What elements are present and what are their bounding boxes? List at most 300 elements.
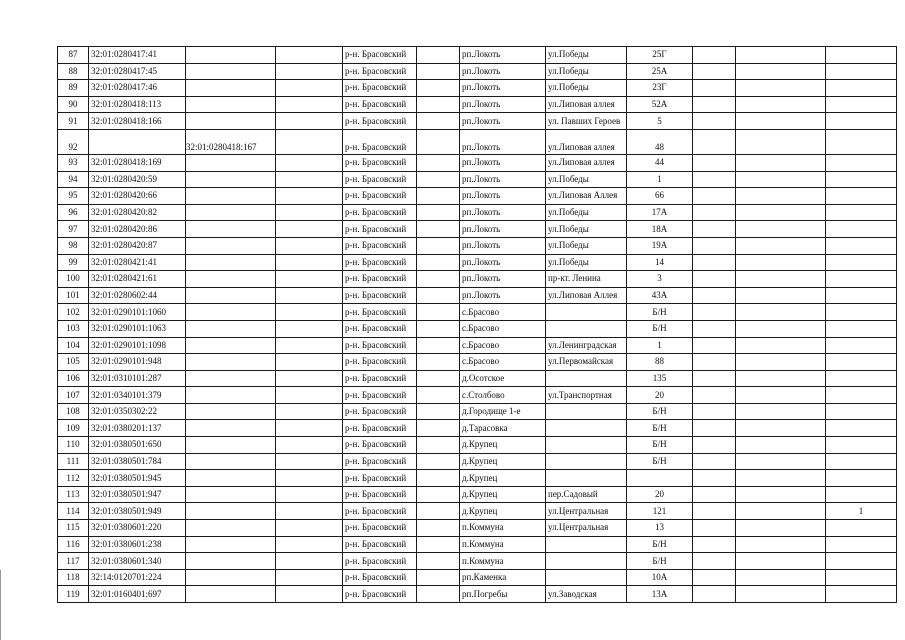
cell-blank-col-b — [417, 387, 460, 404]
cell-settlement: рп.Локоть — [460, 129, 546, 154]
cell-district: р-н. Брасовский — [343, 337, 417, 354]
cell-blank-col-a — [276, 420, 343, 437]
cell-house-number: Б/Н — [627, 304, 693, 321]
cell-blank-col-b — [417, 287, 460, 304]
table-row — [58, 470, 897, 487]
cell-street: ул.Победы — [546, 47, 627, 64]
cell-blank-col-c — [693, 96, 736, 113]
cell-house-number: Б/Н — [627, 320, 693, 337]
cell-blank-col-c — [693, 486, 736, 503]
cell-blank-col-d — [736, 370, 826, 387]
cell-house-number: 17А — [627, 204, 693, 221]
cell-house-number: 88 — [627, 354, 693, 371]
cell-blank-col-a — [276, 154, 343, 171]
cell-cadastral-number: 32:01:0380201:137 — [89, 420, 186, 437]
table-row — [58, 80, 897, 97]
cell-cadastral-number-alt — [186, 320, 276, 337]
cell-count — [826, 437, 897, 454]
cell-blank-col-d — [736, 337, 826, 354]
cell-cadastral-number: 32:01:0280602:44 — [89, 287, 186, 304]
cell-cadastral-number-alt — [186, 304, 276, 321]
cell-street: ул.Липовая аллея — [546, 96, 627, 113]
cell-street: ул.Липовая аллея — [546, 129, 627, 154]
cell-cadastral-number-alt — [186, 586, 276, 603]
cell-house-number: 121 — [627, 503, 693, 520]
cell-house-number: 10А — [627, 569, 693, 586]
cell-blank-col-d — [736, 129, 826, 154]
cell-blank-col-a — [276, 569, 343, 586]
cell-cadastral-number: 32:01:0380501:945 — [89, 470, 186, 487]
cell-settlement: рп.Каменка — [460, 569, 546, 586]
cell-blank-col-d — [736, 113, 826, 130]
table-row — [58, 320, 897, 337]
cell-blank-col-b — [417, 536, 460, 553]
cell-blank-col-a — [276, 553, 343, 570]
cell-row-number: 98 — [58, 237, 89, 254]
cell-count — [826, 204, 897, 221]
cell-house-number: Б/Н — [627, 437, 693, 454]
cell-district: р-н. Брасовский — [343, 271, 417, 288]
cell-blank-col-b — [417, 80, 460, 97]
cell-cadastral-number-alt — [186, 486, 276, 503]
cell-blank-col-c — [693, 553, 736, 570]
cell-cadastral-number-alt — [186, 553, 276, 570]
cell-settlement: рп.Погребы — [460, 586, 546, 603]
cell-blank-col-c — [693, 237, 736, 254]
cell-blank-col-c — [693, 63, 736, 80]
cell-count — [826, 370, 897, 387]
cell-row-number: 88 — [58, 63, 89, 80]
cell-cadastral-number-alt — [186, 437, 276, 454]
cell-cadastral-number-alt — [186, 63, 276, 80]
cell-settlement: рп.Локоть — [460, 154, 546, 171]
cell-cadastral-number: 32:01:0160401:697 — [89, 586, 186, 603]
cell-blank-col-c — [693, 80, 736, 97]
cell-blank-col-d — [736, 171, 826, 188]
cell-blank-col-d — [736, 204, 826, 221]
cell-blank-col-d — [736, 503, 826, 520]
cell-blank-col-d — [736, 271, 826, 288]
cell-settlement: с.Брасово — [460, 304, 546, 321]
cell-blank-col-b — [417, 254, 460, 271]
cell-settlement: д.Тарасовка — [460, 420, 546, 437]
cell-district: р-н. Брасовский — [343, 287, 417, 304]
cell-district: р-н. Брасовский — [343, 237, 417, 254]
cell-cadastral-number: 32:01:0380601:220 — [89, 520, 186, 537]
cell-blank-col-a — [276, 304, 343, 321]
cell-house-number: 25Г — [627, 47, 693, 64]
cell-blank-col-b — [417, 453, 460, 470]
cell-cadastral-number-alt — [186, 171, 276, 188]
cell-blank-col-b — [417, 113, 460, 130]
cell-row-number: 111 — [58, 453, 89, 470]
cell-count — [826, 536, 897, 553]
cell-blank-col-d — [736, 536, 826, 553]
cell-street: ул.Победы — [546, 80, 627, 97]
cell-cadastral-number-alt — [186, 354, 276, 371]
cell-blank-col-c — [693, 420, 736, 437]
cell-blank-col-d — [736, 470, 826, 487]
table-row — [58, 304, 897, 321]
cell-count — [826, 453, 897, 470]
cell-blank-col-b — [417, 129, 460, 154]
cell-house-number: 135 — [627, 370, 693, 387]
table-row — [58, 586, 897, 603]
cell-house-number: 20 — [627, 387, 693, 404]
cell-street — [546, 569, 627, 586]
cell-street: ул.Заводская — [546, 586, 627, 603]
cell-street: ул.Липовая аллея — [546, 154, 627, 171]
cell-cadastral-number-alt — [186, 221, 276, 238]
cell-cadastral-number: 32:01:0280418:166 — [89, 113, 186, 130]
cell-settlement: п.Коммуна — [460, 520, 546, 537]
cell-settlement: д.Крупец — [460, 486, 546, 503]
cell-cadastral-number-alt — [186, 387, 276, 404]
cell-blank-col-b — [417, 486, 460, 503]
cell-street — [546, 370, 627, 387]
cell-cadastral-number: 32:01:0280421:61 — [89, 271, 186, 288]
cell-street — [546, 437, 627, 454]
cell-district: р-н. Брасовский — [343, 520, 417, 537]
cell-count — [826, 586, 897, 603]
cell-street: ул.Победы — [546, 254, 627, 271]
cell-settlement: д.Крупец — [460, 437, 546, 454]
cell-settlement: д.Крупец — [460, 470, 546, 487]
cell-house-number: Б/Н — [627, 536, 693, 553]
cell-count — [826, 403, 897, 420]
cell-street — [546, 470, 627, 487]
cell-blank-col-b — [417, 437, 460, 454]
cell-row-number: 102 — [58, 304, 89, 321]
cell-blank-col-d — [736, 80, 826, 97]
cell-district: р-н. Брасовский — [343, 221, 417, 238]
cell-row-number: 89 — [58, 80, 89, 97]
cell-cadastral-number-alt — [186, 254, 276, 271]
cell-blank-col-c — [693, 47, 736, 64]
cell-blank-col-a — [276, 586, 343, 603]
cell-cadastral-number: 32:01:0290101:1098 — [89, 337, 186, 354]
table-row — [58, 536, 897, 553]
cell-street: ул.Победы — [546, 204, 627, 221]
cell-settlement: д.Крупец — [460, 503, 546, 520]
cell-house-number: 3 — [627, 271, 693, 288]
cell-blank-col-c — [693, 154, 736, 171]
cell-street: ул.Первомайская — [546, 354, 627, 371]
cell-blank-col-a — [276, 453, 343, 470]
cell-settlement: д.Городище 1-е — [460, 403, 546, 420]
cell-cadastral-number-alt — [186, 96, 276, 113]
cell-blank-col-c — [693, 113, 736, 130]
cell-house-number: 13А — [627, 586, 693, 603]
cell-row-number: 93 — [58, 154, 89, 171]
cell-district: р-н. Брасовский — [343, 304, 417, 321]
land-plots-table — [57, 46, 897, 603]
cell-district: р-н. Брасовский — [343, 188, 417, 205]
cell-count — [826, 254, 897, 271]
cell-district: р-н. Брасовский — [343, 486, 417, 503]
cell-house-number: 14 — [627, 254, 693, 271]
cell-street: ул.Липовая Аллея — [546, 287, 627, 304]
cell-street: ул.Победы — [546, 221, 627, 238]
cell-street: пр-кт. Ленина — [546, 271, 627, 288]
cell-count — [826, 287, 897, 304]
cell-row-number: 94 — [58, 171, 89, 188]
cell-house-number: 43А — [627, 287, 693, 304]
cell-district: р-н. Брасовский — [343, 536, 417, 553]
cell-blank-col-b — [417, 304, 460, 321]
cell-cadastral-number-alt — [186, 403, 276, 420]
cell-blank-col-a — [276, 47, 343, 64]
cell-cadastral-number: 32:01:0380501:650 — [89, 437, 186, 454]
cell-settlement: д.Крупец — [460, 453, 546, 470]
cell-blank-col-d — [736, 47, 826, 64]
cell-count — [826, 470, 897, 487]
cell-blank-col-c — [693, 320, 736, 337]
cell-cadastral-number: 32:01:0310101:287 — [89, 370, 186, 387]
cell-house-number: 20 — [627, 486, 693, 503]
table-row — [58, 254, 897, 271]
cell-cadastral-number: 32:01:0380601:340 — [89, 553, 186, 570]
cell-row-number: 116 — [58, 536, 89, 553]
cell-district: р-н. Брасовский — [343, 503, 417, 520]
cell-blank-col-c — [693, 188, 736, 205]
cell-count — [826, 47, 897, 64]
cell-blank-col-b — [417, 237, 460, 254]
cell-cadastral-number: 32:01:0290101:1060 — [89, 304, 186, 321]
cell-blank-col-c — [693, 586, 736, 603]
cell-cadastral-number: 32:01:0280420:59 — [89, 171, 186, 188]
cell-blank-col-a — [276, 188, 343, 205]
cell-district: р-н. Брасовский — [343, 387, 417, 404]
cell-cadastral-number: 32:01:0380501:784 — [89, 453, 186, 470]
cell-count — [826, 113, 897, 130]
cell-count — [826, 221, 897, 238]
cell-settlement: рп.Локоть — [460, 80, 546, 97]
cell-count — [826, 304, 897, 321]
cell-blank-col-a — [276, 403, 343, 420]
cell-house-number: 23Г — [627, 80, 693, 97]
cell-blank-col-b — [417, 586, 460, 603]
table-row — [58, 113, 897, 130]
cell-blank-col-d — [736, 586, 826, 603]
cell-cadastral-number: 32:01:0280418:169 — [89, 154, 186, 171]
table-row — [58, 486, 897, 503]
cell-blank-col-c — [693, 403, 736, 420]
cell-blank-col-d — [736, 520, 826, 537]
cell-count — [826, 271, 897, 288]
cell-district: р-н. Брасовский — [343, 80, 417, 97]
cell-cadastral-number-alt — [186, 80, 276, 97]
cell-row-number: 107 — [58, 387, 89, 404]
cell-blank-col-b — [417, 503, 460, 520]
cell-blank-col-a — [276, 437, 343, 454]
cell-count: 1 — [826, 503, 897, 520]
cell-cadastral-number: 32:01:0380601:238 — [89, 536, 186, 553]
table-row — [58, 47, 897, 64]
cell-count — [826, 420, 897, 437]
cell-cadastral-number-alt — [186, 569, 276, 586]
cell-street: ул. Павших Героев — [546, 113, 627, 130]
cell-settlement: рп.Локоть — [460, 47, 546, 64]
cell-blank-col-c — [693, 453, 736, 470]
cell-row-number: 117 — [58, 553, 89, 570]
cell-cadastral-number-alt: 32:01:0280418:167 — [186, 129, 276, 154]
cell-blank-col-b — [417, 569, 460, 586]
cell-blank-col-a — [276, 80, 343, 97]
cell-blank-col-a — [276, 129, 343, 154]
cell-count — [826, 569, 897, 586]
cell-count — [826, 80, 897, 97]
cell-blank-col-b — [417, 553, 460, 570]
cell-street — [546, 403, 627, 420]
cell-street — [546, 420, 627, 437]
cell-blank-col-d — [736, 453, 826, 470]
cell-house-number: 18А — [627, 221, 693, 238]
cell-cadastral-number: 32:14:0120701:224 — [89, 569, 186, 586]
cell-blank-col-c — [693, 287, 736, 304]
cell-row-number: 106 — [58, 370, 89, 387]
cell-cadastral-number-alt — [186, 536, 276, 553]
cell-cadastral-number-alt — [186, 287, 276, 304]
cell-cadastral-number: 32:01:0280417:45 — [89, 63, 186, 80]
cell-blank-col-c — [693, 129, 736, 154]
cell-blank-col-d — [736, 486, 826, 503]
cell-blank-col-c — [693, 171, 736, 188]
cell-count — [826, 96, 897, 113]
cell-blank-col-b — [417, 188, 460, 205]
cell-cadastral-number-alt — [186, 453, 276, 470]
cell-settlement: рп.Локоть — [460, 113, 546, 130]
cell-count — [826, 387, 897, 404]
cell-street: ул.Победы — [546, 171, 627, 188]
cell-street: ул.Центральная — [546, 503, 627, 520]
table-row — [58, 387, 897, 404]
cell-blank-col-a — [276, 96, 343, 113]
table-row — [58, 287, 897, 304]
cell-blank-col-c — [693, 569, 736, 586]
cell-row-number: 91 — [58, 113, 89, 130]
cell-blank-col-c — [693, 470, 736, 487]
cell-settlement: рп.Локоть — [460, 237, 546, 254]
cell-row-number: 115 — [58, 520, 89, 537]
cell-row-number: 95 — [58, 188, 89, 205]
cell-house-number: Б/Н — [627, 453, 693, 470]
cell-blank-col-a — [276, 503, 343, 520]
cell-cadastral-number-alt — [186, 503, 276, 520]
cell-district: р-н. Брасовский — [343, 254, 417, 271]
cell-district: р-н. Брасовский — [343, 47, 417, 64]
cell-blank-col-b — [417, 420, 460, 437]
cell-count — [826, 188, 897, 205]
table-row — [58, 154, 897, 171]
cell-blank-col-d — [736, 553, 826, 570]
cell-count — [826, 320, 897, 337]
cell-settlement: рп.Локоть — [460, 254, 546, 271]
cell-blank-col-b — [417, 320, 460, 337]
cell-street — [546, 536, 627, 553]
cell-blank-col-a — [276, 486, 343, 503]
cell-settlement: рп.Локоть — [460, 287, 546, 304]
cell-count — [826, 520, 897, 537]
cell-row-number: 113 — [58, 486, 89, 503]
cell-blank-col-b — [417, 63, 460, 80]
table-row — [58, 271, 897, 288]
table-row — [58, 370, 897, 387]
cell-blank-col-c — [693, 536, 736, 553]
cell-blank-col-a — [276, 63, 343, 80]
cell-row-number: 105 — [58, 354, 89, 371]
cell-blank-col-a — [276, 171, 343, 188]
cell-blank-col-c — [693, 354, 736, 371]
cell-blank-col-c — [693, 221, 736, 238]
cell-blank-col-a — [276, 354, 343, 371]
cell-blank-col-a — [276, 204, 343, 221]
cell-blank-col-c — [693, 520, 736, 537]
cell-district: р-н. Брасовский — [343, 154, 417, 171]
cell-district: р-н. Брасовский — [343, 370, 417, 387]
cell-district: р-н. Брасовский — [343, 113, 417, 130]
cell-settlement: п.Коммуна — [460, 536, 546, 553]
cell-blank-col-c — [693, 337, 736, 354]
cell-cadastral-number: 32:01:0290101:948 — [89, 354, 186, 371]
cell-settlement: рп.Локоть — [460, 171, 546, 188]
cell-district: р-н. Брасовский — [343, 403, 417, 420]
cell-blank-col-d — [736, 354, 826, 371]
cell-settlement: п.Коммуна — [460, 553, 546, 570]
cell-street — [546, 553, 627, 570]
cell-settlement: с.Брасово — [460, 337, 546, 354]
table-row — [58, 221, 897, 238]
cell-blank-col-c — [693, 437, 736, 454]
cell-district: р-н. Брасовский — [343, 586, 417, 603]
table-row — [58, 237, 897, 254]
cell-blank-col-d — [736, 63, 826, 80]
cell-blank-col-c — [693, 204, 736, 221]
cell-blank-col-d — [736, 387, 826, 404]
cell-blank-col-a — [276, 320, 343, 337]
table-row — [58, 96, 897, 113]
cell-street: ул.Ленинградская — [546, 337, 627, 354]
cell-blank-col-b — [417, 470, 460, 487]
cell-settlement: рп.Локоть — [460, 96, 546, 113]
cell-cadastral-number-alt — [186, 204, 276, 221]
cell-settlement: рп.Локоть — [460, 63, 546, 80]
cell-cadastral-number-alt — [186, 520, 276, 537]
table-row — [58, 129, 897, 154]
cell-blank-col-a — [276, 113, 343, 130]
cell-house-number: Б/Н — [627, 553, 693, 570]
cell-blank-col-a — [276, 271, 343, 288]
cell-blank-col-b — [417, 204, 460, 221]
cell-blank-col-a — [276, 520, 343, 537]
cell-district: р-н. Брасовский — [343, 420, 417, 437]
cell-blank-col-d — [736, 188, 826, 205]
cell-cadastral-number: 32:01:0380501:949 — [89, 503, 186, 520]
cell-cadastral-number: 32:01:0280417:46 — [89, 80, 186, 97]
cell-blank-col-d — [736, 403, 826, 420]
cell-cadastral-number: 32:01:0280420:66 — [89, 188, 186, 205]
cell-row-number: 97 — [58, 221, 89, 238]
cell-settlement: рп.Локоть — [460, 221, 546, 238]
table-row — [58, 520, 897, 537]
cell-district: р-н. Брасовский — [343, 354, 417, 371]
cell-house-number: Б/Н — [627, 403, 693, 420]
cell-row-number: 104 — [58, 337, 89, 354]
cell-row-number: 112 — [58, 470, 89, 487]
cell-street — [546, 304, 627, 321]
cell-blank-col-a — [276, 287, 343, 304]
cell-count — [826, 337, 897, 354]
